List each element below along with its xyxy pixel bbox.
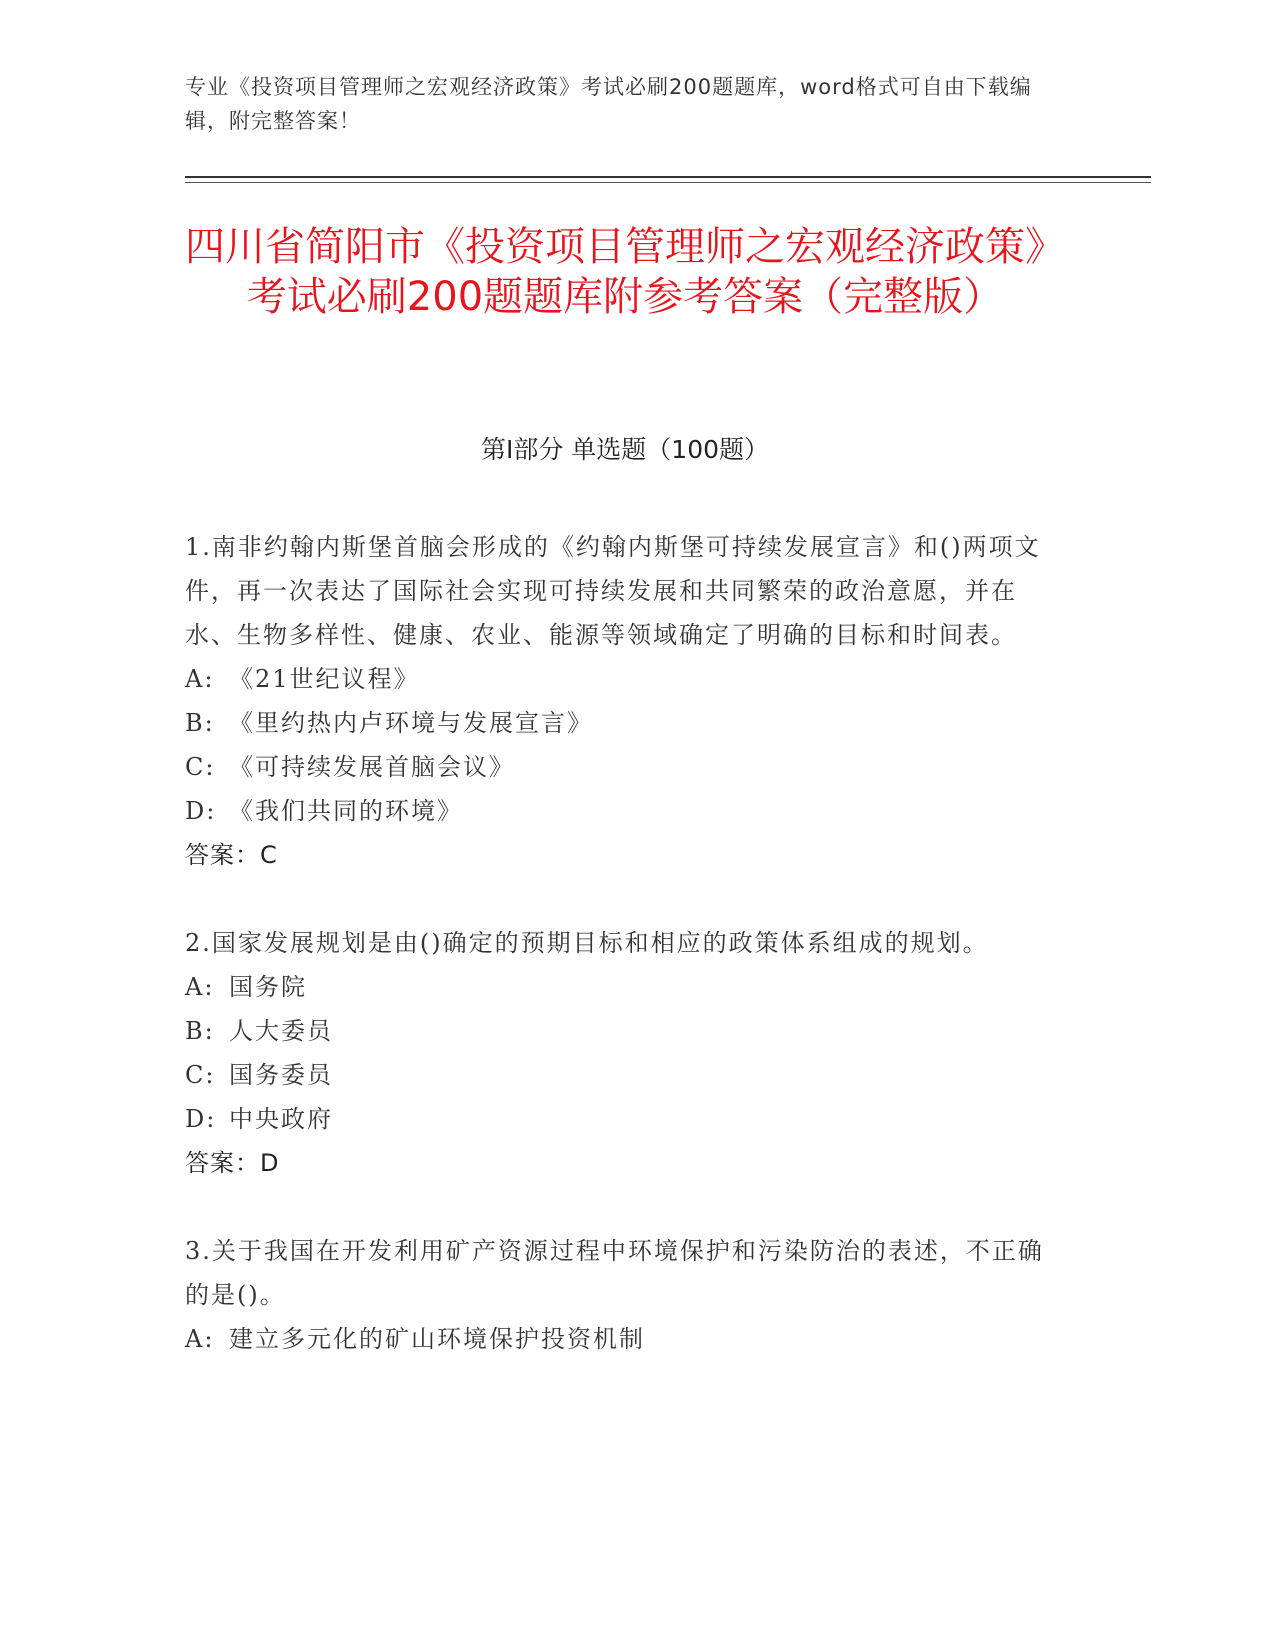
question-stem: 2.国家发展规划是由()确定的预期目标和相应的政策体系组成的规划。 xyxy=(185,929,989,957)
option-text: 中央政府 xyxy=(229,1105,333,1133)
document-title: 四川省简阳市《投资项目管理师之宏观经济政策》考试必刷200题题库附参考答案（完整版） xyxy=(185,224,1065,320)
option-d xyxy=(185,1097,1065,1141)
option-text: 《21世纪议程》 xyxy=(229,665,420,693)
question-item xyxy=(185,1229,1065,1361)
section-heading: 第I部分 单选题（100题） xyxy=(480,435,770,464)
question-list xyxy=(185,525,1065,1405)
option-a xyxy=(185,1317,1065,1361)
option-text: 国务委员 xyxy=(229,1061,333,1089)
question-item xyxy=(185,921,1065,1185)
header-rule-thin xyxy=(185,182,1151,183)
option-text: 《可持续发展首脑会议》 xyxy=(229,753,515,781)
option-b xyxy=(185,701,1065,745)
option-text: 《里约热内卢环境与发展宣言》 xyxy=(229,709,593,737)
option-text: 人大委员 xyxy=(229,1017,333,1045)
answer-label: 答案：C xyxy=(185,841,278,869)
option-key: C: xyxy=(185,1061,216,1089)
option-key: A: xyxy=(185,1325,215,1353)
option-key: B: xyxy=(185,709,215,737)
option-key: C: xyxy=(185,753,216,781)
option-b xyxy=(185,1009,1065,1053)
option-c xyxy=(185,745,1065,789)
answer-label: 答案：D xyxy=(185,1149,280,1177)
option-a xyxy=(185,657,1065,701)
option-key: B: xyxy=(185,1017,215,1045)
option-key: A: xyxy=(185,665,215,693)
option-c xyxy=(185,1053,1065,1097)
option-d xyxy=(185,789,1065,833)
header-note: 专业《投资项目管理师之宏观经济政策》考试必刷200题题库，word格式可自由下载编辑，附完整答案！ xyxy=(185,75,1032,133)
header-rule-thick xyxy=(185,176,1151,178)
option-key: D: xyxy=(185,1105,217,1133)
option-key: D: xyxy=(185,797,217,825)
option-text: 国务院 xyxy=(229,973,307,1001)
question-stem: 1.南非约翰内斯堡首脑会形成的《约翰内斯堡可持续发展宣言》和()两项文件，再一次表达了国际社会实现可持续发展和共同繁荣的政治意愿，并在水、生物多样性、健康、农业、能源等领域确定了明确的目标和时间表。 xyxy=(185,533,1041,649)
option-a xyxy=(185,965,1065,1009)
option-key: A: xyxy=(185,973,215,1001)
option-text: 《我们共同的环境》 xyxy=(229,797,463,825)
question-stem: 3.关于我国在开发利用矿产资源过程中环境保护和污染防治的表述，不正确的是()。 xyxy=(185,1237,1044,1309)
question-item xyxy=(185,525,1065,877)
option-text: 建立多元化的矿山环境保护投资机制 xyxy=(229,1325,645,1353)
